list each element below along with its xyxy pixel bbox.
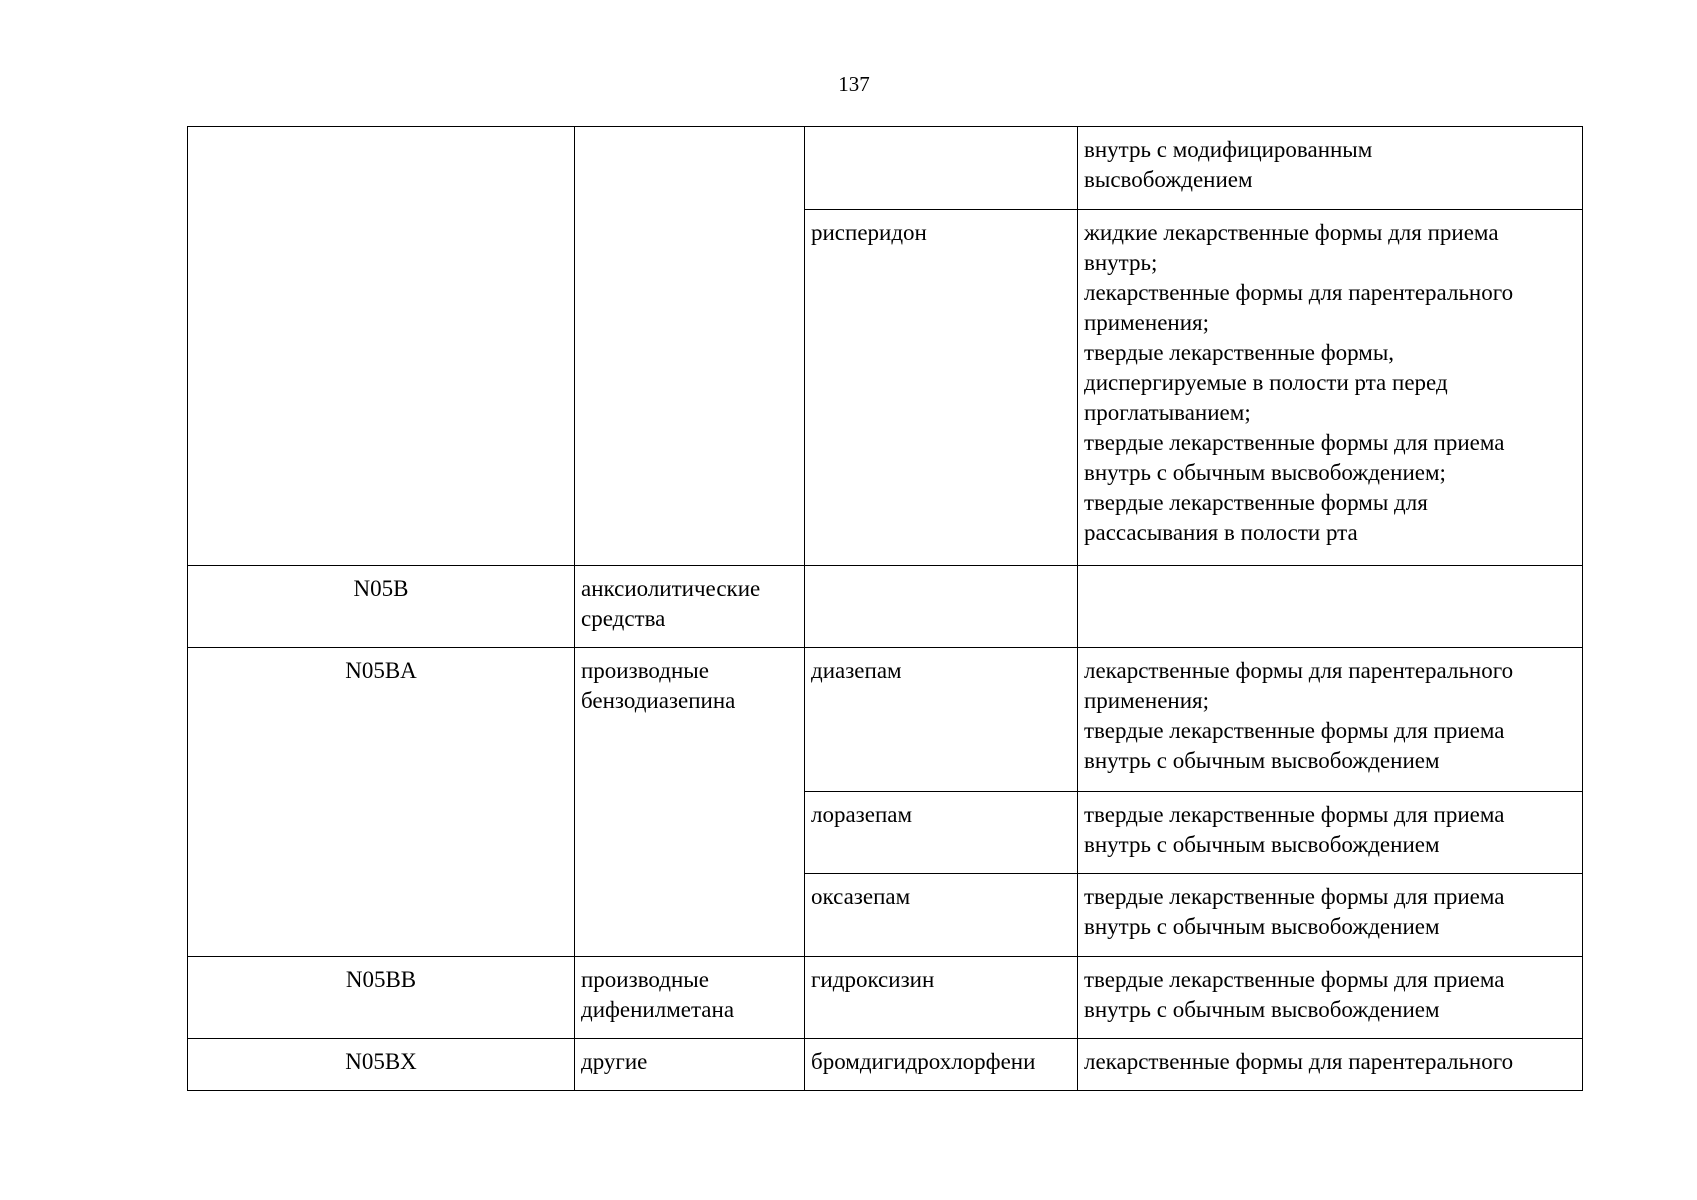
group-name-line: бензодиазепина — [581, 688, 736, 713]
drug-name-cell — [805, 957, 1078, 1039]
dosage-form-line: проглатыванием; — [1084, 400, 1251, 425]
dosage-form-line: внутрь с обычным высвобождением; — [1084, 460, 1446, 485]
dosage-form-cell — [1078, 1039, 1583, 1091]
group-name-line: другие — [581, 1049, 648, 1074]
dosage-form-line: внутрь с обычным высвобождением — [1084, 832, 1440, 857]
group-name-cell — [575, 127, 805, 566]
group-name-cell — [575, 957, 805, 1039]
dosage-form-line: твердые лекарственные формы для приема — [1084, 967, 1505, 992]
dosage-form-cell — [1078, 127, 1583, 210]
atc-code-cell — [188, 566, 575, 648]
atc-code-cell — [188, 648, 575, 957]
dosage-form-line: жидкие лекарственные формы для приема — [1084, 220, 1499, 245]
atc-code: N05BB — [345, 967, 417, 992]
group-name-line: дифенилметана — [581, 997, 735, 1022]
dosage-form-line: твердые лекарственные формы для приема — [1084, 430, 1505, 455]
table-row — [188, 957, 1583, 1039]
atc-code: N05B — [353, 576, 409, 601]
drug-name-cell — [805, 792, 1078, 874]
atc-code-cell — [188, 1039, 575, 1091]
group-name-line: анксиолитические — [581, 576, 761, 601]
drug-name-cell — [805, 566, 1078, 648]
dosage-form-line: внутрь; — [1084, 250, 1158, 275]
dosage-form-line: твердые лекарственные формы для приема — [1084, 884, 1505, 909]
dosage-form-cell — [1078, 210, 1583, 566]
dosage-form-line: твердые лекарственные формы, — [1084, 340, 1395, 365]
table-row — [188, 1039, 1583, 1091]
page-number: 137 — [838, 72, 870, 96]
group-name-line: средства — [581, 606, 666, 631]
dosage-form-cell — [1078, 957, 1583, 1039]
table-row — [188, 648, 1583, 792]
atc-code: N05BX — [345, 1049, 417, 1074]
group-name-cell — [575, 1039, 805, 1091]
dosage-form-cell — [1078, 566, 1583, 648]
dosage-form-line: рассасывания в полости рта — [1084, 520, 1358, 545]
group-name-cell — [575, 648, 805, 957]
dosage-form-cell — [1078, 648, 1583, 792]
drug-name: гидроксизин — [811, 967, 935, 992]
dosage-form-line: внутрь с обычным высвобождением — [1084, 914, 1440, 939]
drug-name-cell — [805, 1039, 1078, 1091]
drug-name: лоразепам — [811, 802, 913, 827]
dosage-form-line: лекарственные формы для парентерального — [1084, 658, 1514, 683]
atc-code-cell — [188, 957, 575, 1039]
dosage-form-cell — [1078, 874, 1583, 957]
group-name-cell — [575, 566, 805, 648]
dosage-form-line: твердые лекарственные формы для приема — [1084, 802, 1505, 827]
dosage-form-line: внутрь с обычным высвобождением — [1084, 997, 1440, 1022]
dosage-form-cell — [1078, 792, 1583, 874]
drug-name-cell — [805, 210, 1078, 566]
dosage-form-line: лекарственные формы для парентерального — [1084, 280, 1514, 305]
drug-table — [187, 126, 1583, 1091]
dosage-form-line: твердые лекарственные формы для приема — [1084, 718, 1505, 743]
dosage-form-line: высвобождением — [1084, 167, 1253, 192]
dosage-form-line: применения; — [1084, 688, 1209, 713]
atc-code: N05BA — [345, 658, 417, 683]
dosage-form-line: внутрь с обычным высвобождением — [1084, 748, 1440, 773]
dosage-form-line: твердые лекарственные формы для — [1084, 490, 1428, 515]
group-name-line: производные — [581, 658, 709, 683]
dosage-form-line: диспергируемые в полости рта перед — [1084, 370, 1448, 395]
drug-name: диазепам — [811, 658, 902, 683]
atc-code-cell — [188, 127, 575, 566]
dosage-form-line: применения; — [1084, 310, 1209, 335]
drug-name: бромдигидрохлорфени — [811, 1049, 1036, 1074]
drug-name-cell — [805, 874, 1078, 957]
drug-name-cell — [805, 127, 1078, 210]
table-row — [188, 127, 1583, 210]
drug-name: оксазепам — [811, 884, 911, 909]
dosage-form-line: лекарственные формы для парентерального — [1084, 1049, 1514, 1074]
drug-name-cell — [805, 648, 1078, 792]
table-row — [188, 566, 1583, 648]
dosage-form-line: внутрь с модифицированным — [1084, 137, 1373, 162]
group-name-line: производные — [581, 967, 709, 992]
drug-name: рисперидон — [811, 220, 927, 245]
